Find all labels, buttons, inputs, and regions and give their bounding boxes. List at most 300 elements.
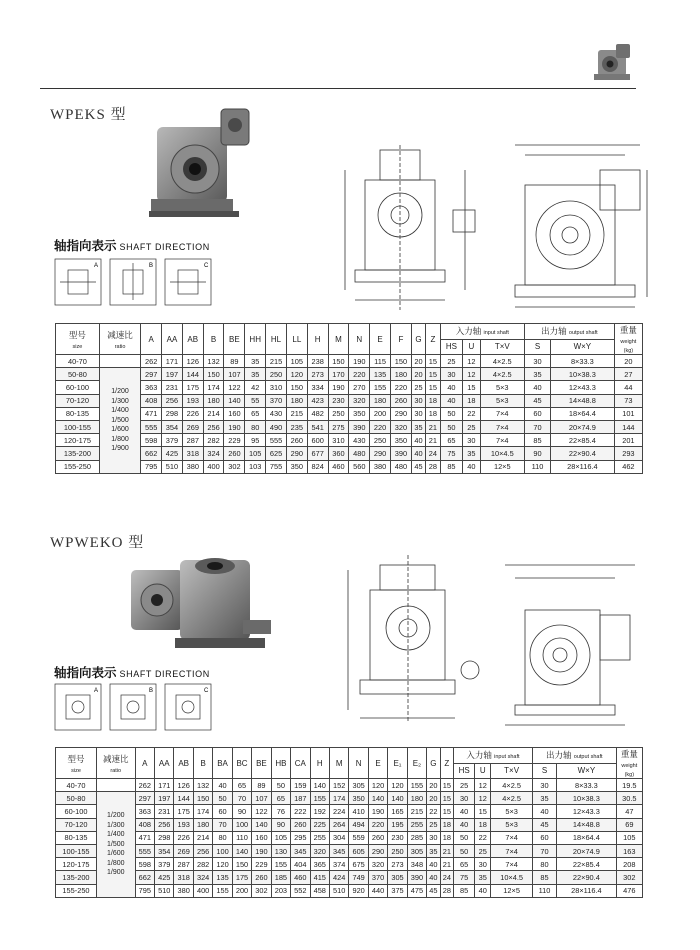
table-cell: 180 [193, 818, 212, 831]
table-cell: 598 [135, 858, 154, 871]
ratio-cell [99, 368, 140, 474]
table-cell: 15 [463, 381, 480, 394]
size-cell: 60-100 [56, 805, 97, 818]
size-cell: 100-155 [56, 420, 100, 433]
table-cell: 135 [213, 871, 232, 884]
table-cell: 174 [203, 381, 224, 394]
table-cell: 115 [370, 355, 391, 368]
table-cell: 10×4.5 [491, 871, 533, 884]
table-row [56, 871, 643, 884]
ratio-value: 1/900 [107, 869, 125, 877]
table-cell: 264 [329, 818, 348, 831]
table-cell: 180 [286, 394, 307, 407]
table-cell: 318 [182, 447, 203, 460]
table-cell: 5×3 [480, 381, 525, 394]
table-cell: 80 [213, 831, 232, 844]
table-cell: 675 [349, 858, 368, 871]
table-cell: 155 [213, 884, 232, 897]
table-cell: 293 [614, 447, 642, 460]
table-cell: 40 [213, 779, 232, 792]
table-cell: 20×74.9 [557, 844, 617, 857]
table-cell: 132 [193, 779, 212, 792]
table-cell: 390 [407, 871, 426, 884]
table-cell: 190 [224, 420, 245, 433]
col-header: U [475, 763, 491, 779]
table-cell: 256 [193, 844, 212, 857]
table-cell: 214 [203, 407, 224, 420]
table-cell: 379 [155, 858, 174, 871]
table-cell: 15 [426, 355, 440, 368]
table-cell: 28×116.4 [550, 460, 614, 473]
table-cell: 229 [252, 858, 271, 871]
table-cell: 250 [266, 368, 287, 381]
table-cell: 130 [271, 844, 290, 857]
table-cell: 171 [155, 779, 174, 792]
table-cell: 30 [440, 368, 463, 381]
table-cell: 510 [155, 884, 174, 897]
ratio-cell [96, 779, 135, 792]
table-cell: 122 [252, 805, 271, 818]
table-cell: 90 [271, 818, 290, 831]
table-cell: 55 [245, 394, 266, 407]
table-cell: 560 [349, 460, 370, 473]
table-cell: 256 [203, 420, 224, 433]
ratio-cell [96, 792, 135, 898]
table-cell: 10×38.3 [557, 792, 617, 805]
table-cell: 30 [427, 831, 440, 844]
table-cell: 120 [286, 368, 307, 381]
table-cell: 15 [440, 792, 453, 805]
table-cell: 200 [232, 884, 251, 897]
table-cell: 175 [232, 871, 251, 884]
table-cell: 380 [182, 460, 203, 473]
table-cell: 21 [440, 858, 453, 871]
table-cell: 334 [307, 381, 328, 394]
table-cell: 15 [440, 805, 453, 818]
table-cell: 135 [370, 368, 391, 381]
table-cell: 90 [232, 805, 251, 818]
table-cell: 89 [224, 355, 245, 368]
table-cell: 408 [135, 818, 154, 831]
table-row [56, 792, 643, 805]
table-cell: 256 [155, 818, 174, 831]
size-cell: 40-70 [56, 355, 100, 368]
side-view-drawing [505, 125, 655, 315]
table-cell: 30 [411, 394, 425, 407]
table-cell: 190 [349, 355, 370, 368]
table-cell: 24 [426, 447, 440, 460]
table-cell: 354 [162, 420, 183, 433]
table-cell: 215 [407, 805, 426, 818]
table-cell: 21 [440, 844, 453, 857]
ratio-value: 1/800 [111, 435, 129, 443]
table-cell: 425 [155, 871, 174, 884]
table-cell: 180 [407, 792, 426, 805]
table-cell: 287 [174, 858, 193, 871]
table-cell: 30 [454, 792, 475, 805]
table-cell: 40 [475, 884, 491, 897]
col-header: E [370, 324, 391, 355]
table-cell: 12 [475, 792, 491, 805]
table-cell: 95 [245, 434, 266, 447]
table-cell: 140 [224, 394, 245, 407]
table-cell: 458 [310, 884, 329, 897]
spec-table-wpweko [55, 747, 643, 898]
table-cell: 231 [155, 805, 174, 818]
table-cell: 400 [203, 460, 224, 473]
table-cell: 555 [135, 844, 154, 857]
table-cell: 304 [329, 831, 348, 844]
table-cell: 7×4 [480, 434, 525, 447]
table-cell: 250 [328, 407, 349, 420]
table-cell: 18 [440, 831, 453, 844]
table-cell: 460 [291, 871, 310, 884]
size-header: 型号 size [56, 748, 97, 779]
table-cell: 365 [310, 858, 329, 871]
table-cell: 255 [407, 818, 426, 831]
table-cell: 44 [614, 381, 642, 394]
col-header: E₂ [407, 748, 426, 779]
table-cell: 155 [370, 381, 391, 394]
col-header: Z [440, 748, 453, 779]
model-title: WPWEKO 型 [50, 535, 145, 551]
table-cell: 21 [426, 420, 440, 433]
table-cell: 12 [463, 368, 480, 381]
table-cell: 287 [182, 434, 203, 447]
table-cell: 415 [310, 871, 329, 884]
ratio-value: 1/300 [111, 397, 129, 405]
table-cell: 4×2.5 [480, 355, 525, 368]
direction-label-a: A [94, 688, 99, 694]
table-cell: 350 [390, 434, 411, 447]
table-cell: 187 [291, 792, 310, 805]
table-cell: 345 [291, 844, 310, 857]
table-cell: 10×4.5 [480, 447, 525, 460]
size-header: 型号 size [56, 324, 100, 355]
table-cell: 101 [614, 407, 642, 420]
table-cell: 224 [329, 805, 348, 818]
table-cell: 150 [203, 368, 224, 381]
table-cell: 126 [182, 355, 203, 368]
table-cell: 15 [426, 368, 440, 381]
table-cell: 75 [454, 871, 475, 884]
table-cell: 297 [135, 792, 154, 805]
ratio-value: 1/200 [111, 388, 129, 396]
table-cell: 235 [286, 420, 307, 433]
table-cell: 30 [411, 407, 425, 420]
col-header: F [390, 324, 411, 355]
table-cell: 30.5 [616, 792, 642, 805]
size-cell: 120-175 [56, 434, 100, 447]
table-cell: 200 [370, 407, 391, 420]
table-cell: 256 [162, 394, 183, 407]
table-cell: 404 [291, 858, 310, 871]
table-cell: 144 [614, 420, 642, 433]
table-cell: 476 [616, 884, 642, 897]
table-cell: 170 [328, 368, 349, 381]
table-cell: 35 [463, 447, 480, 460]
table-cell: 20 [614, 355, 642, 368]
table-cell: 107 [252, 792, 271, 805]
table-cell: 7×4 [491, 844, 533, 857]
table-cell: 424 [329, 871, 348, 884]
table-cell: 150 [232, 858, 251, 871]
col-header: BE [252, 748, 271, 779]
table-cell: 370 [266, 394, 287, 407]
table-cell: 150 [193, 792, 212, 805]
gearbox-thumbnail-image [586, 36, 634, 86]
table-cell: 15 [475, 805, 491, 818]
table-cell: 22×90.4 [557, 871, 617, 884]
table-cell: 302 [616, 871, 642, 884]
col-header: U [463, 339, 480, 355]
table-cell: 25 [475, 844, 491, 857]
col-header: M [328, 324, 349, 355]
ratio-header: 减速比 ratio [96, 748, 135, 779]
col-header: AA [162, 324, 183, 355]
table-cell: 144 [182, 368, 203, 381]
table-cell: 15 [440, 779, 453, 792]
table-cell: 73 [614, 394, 642, 407]
table-row [56, 858, 643, 871]
table-cell: 65 [271, 792, 290, 805]
table-cell: 305 [349, 779, 368, 792]
table-cell: 262 [141, 355, 162, 368]
table-cell: 70 [525, 420, 551, 433]
table-cell: 28 [426, 460, 440, 473]
table-cell: 482 [307, 407, 328, 420]
table-cell: 260 [390, 394, 411, 407]
table-cell: 45 [427, 884, 440, 897]
col-header: H [310, 748, 329, 779]
table-cell: 282 [193, 858, 212, 871]
table-cell: 350 [286, 460, 307, 473]
table-cell: 60 [213, 805, 232, 818]
table-cell: 290 [368, 844, 387, 857]
table-cell: 201 [614, 434, 642, 447]
table-cell: 50 [440, 420, 463, 433]
spec-table-wpeks [55, 323, 643, 474]
col-header: G [411, 324, 425, 355]
table-cell: 425 [162, 447, 183, 460]
table-cell: 195 [388, 818, 407, 831]
ratio-value: 1/600 [111, 426, 129, 434]
col-header: LL [286, 324, 307, 355]
table-cell: 471 [135, 831, 154, 844]
output-shaft-header: 出力轴 output shaft [532, 748, 616, 764]
table-cell: 40 [525, 381, 551, 394]
gearbox-photo [145, 107, 265, 222]
table-cell: 324 [193, 871, 212, 884]
table-cell: 297 [141, 368, 162, 381]
table-cell: 180 [203, 394, 224, 407]
table-cell: 320 [368, 858, 387, 871]
table-cell: 250 [388, 844, 407, 857]
table-cell: 122 [224, 381, 245, 394]
table-cell: 30 [532, 779, 556, 792]
table-cell: 18×64.4 [550, 407, 614, 420]
table-cell: 100 [213, 844, 232, 857]
table-cell: 229 [224, 434, 245, 447]
table-cell: 25 [454, 779, 475, 792]
table-cell: 348 [407, 858, 426, 871]
table-cell: 7×4 [480, 407, 525, 420]
table-cell: 360 [328, 447, 349, 460]
table-cell: 22 [427, 805, 440, 818]
table-cell: 40 [440, 381, 463, 394]
table-cell: 45 [532, 818, 556, 831]
table-cell: 324 [203, 447, 224, 460]
table-cell: 155 [407, 779, 426, 792]
table-cell: 152 [329, 779, 348, 792]
ratio-value: 1/300 [107, 821, 125, 829]
table-cell: 440 [368, 884, 387, 897]
gearbox-photo [125, 550, 275, 665]
table-cell: 475 [407, 884, 426, 897]
shaft-direction-heading: 轴指向表示 SHAFT DIRECTION [54, 239, 210, 253]
table-row [56, 460, 643, 473]
table-cell: 318 [174, 871, 193, 884]
table-row [56, 355, 643, 368]
ratio-value: 1/600 [107, 850, 125, 858]
table-cell: 155 [310, 792, 329, 805]
col-header: HH [245, 324, 266, 355]
table-row [56, 420, 643, 433]
table-cell: 298 [155, 831, 174, 844]
table-cell: 302 [224, 460, 245, 473]
col-header: M [329, 748, 348, 779]
table-cell: 35 [245, 355, 266, 368]
table-row [56, 407, 643, 420]
table-cell: 12 [463, 355, 480, 368]
col-header: AB [174, 748, 193, 779]
table-cell: 320 [349, 394, 370, 407]
table-cell: 35 [245, 368, 266, 381]
table-cell: 150 [328, 355, 349, 368]
ratio-value: 1/800 [107, 859, 125, 867]
table-cell: 160 [224, 407, 245, 420]
table-cell: 50 [213, 792, 232, 805]
table-cell: 598 [141, 434, 162, 447]
table-cell: 269 [174, 844, 193, 857]
table-cell: 920 [349, 884, 368, 897]
table-row [56, 844, 643, 857]
size-cell: 80-135 [56, 831, 97, 844]
ratio-value: 1/200 [107, 812, 125, 820]
table-cell: 290 [370, 447, 391, 460]
col-header: T×V [480, 339, 525, 355]
table-cell: 40 [427, 858, 440, 871]
table-cell: 471 [141, 407, 162, 420]
table-cell: 22×90.4 [550, 447, 614, 460]
front-view-drawing [325, 140, 485, 315]
table-cell: 20 [427, 779, 440, 792]
table-cell: 295 [291, 831, 310, 844]
table-cell: 110 [525, 460, 551, 473]
table-cell: 12 [475, 779, 491, 792]
table-cell: 290 [390, 407, 411, 420]
table-row [56, 447, 643, 460]
col-header: HL [266, 324, 287, 355]
col-header: H [307, 324, 328, 355]
table-body [56, 355, 643, 474]
table-cell: 190 [252, 844, 271, 857]
col-header: E₁ [388, 748, 407, 779]
table-cell: 45 [525, 394, 551, 407]
col-header: W×Y [557, 763, 617, 779]
table-cell: 222 [291, 805, 310, 818]
table-cell: 76 [271, 805, 290, 818]
table-cell: 662 [141, 447, 162, 460]
table-cell: 555 [266, 434, 287, 447]
table-cell: 273 [307, 368, 328, 381]
table-cell: 190 [368, 805, 387, 818]
table-cell: 345 [329, 844, 348, 857]
col-header: AB [182, 324, 203, 355]
table-cell: 40 [411, 447, 425, 460]
table-cell: 140 [368, 792, 387, 805]
table-cell: 12×5 [480, 460, 525, 473]
table-cell: 192 [310, 805, 329, 818]
table-cell: 69 [616, 818, 642, 831]
table-cell: 50 [440, 407, 463, 420]
table-cell: 8×33.3 [557, 779, 617, 792]
table-cell: 190 [328, 381, 349, 394]
table-cell: 22 [475, 831, 491, 844]
table-cell: 197 [155, 792, 174, 805]
size-cell: 135-200 [56, 871, 97, 884]
table-cell: 7×4 [480, 420, 525, 433]
table-cell: 65 [245, 407, 266, 420]
ratio-value: 1/500 [111, 416, 129, 424]
col-header: BE [224, 324, 245, 355]
ratio-value: 1/400 [107, 831, 125, 839]
table-cell: 70 [213, 818, 232, 831]
table-cell: 193 [174, 818, 193, 831]
table-cell: 302 [252, 884, 271, 897]
table-cell: 107 [224, 368, 245, 381]
table-cell: 80 [532, 858, 556, 871]
table-row [56, 779, 643, 792]
size-cell: 70-120 [56, 394, 100, 407]
col-header: BC [232, 748, 251, 779]
table-cell: 105 [271, 831, 290, 844]
table-cell: 226 [182, 407, 203, 420]
table-cell: 140 [310, 779, 329, 792]
table-cell: 30 [475, 858, 491, 871]
table-cell: 490 [266, 420, 287, 433]
shaft-direction-diagrams [54, 258, 214, 308]
table-cell: 85 [525, 434, 551, 447]
direction-label-b: B [149, 688, 154, 694]
table-cell: 40 [454, 805, 475, 818]
table-cell: 174 [193, 805, 212, 818]
table-cell: 749 [349, 871, 368, 884]
table-cell: 18 [426, 394, 440, 407]
col-header: CA [291, 748, 310, 779]
table-cell: 35 [475, 871, 491, 884]
table-cell: 20 [411, 368, 425, 381]
table-cell: 215 [266, 355, 287, 368]
table-cell: 185 [271, 871, 290, 884]
table-cell: 40 [532, 805, 556, 818]
table-cell: 285 [407, 831, 426, 844]
table-cell: 203 [271, 884, 290, 897]
table-cell: 755 [266, 460, 287, 473]
table-cell: 5×3 [491, 818, 533, 831]
table-cell: 159 [291, 779, 310, 792]
table-cell: 35 [525, 368, 551, 381]
